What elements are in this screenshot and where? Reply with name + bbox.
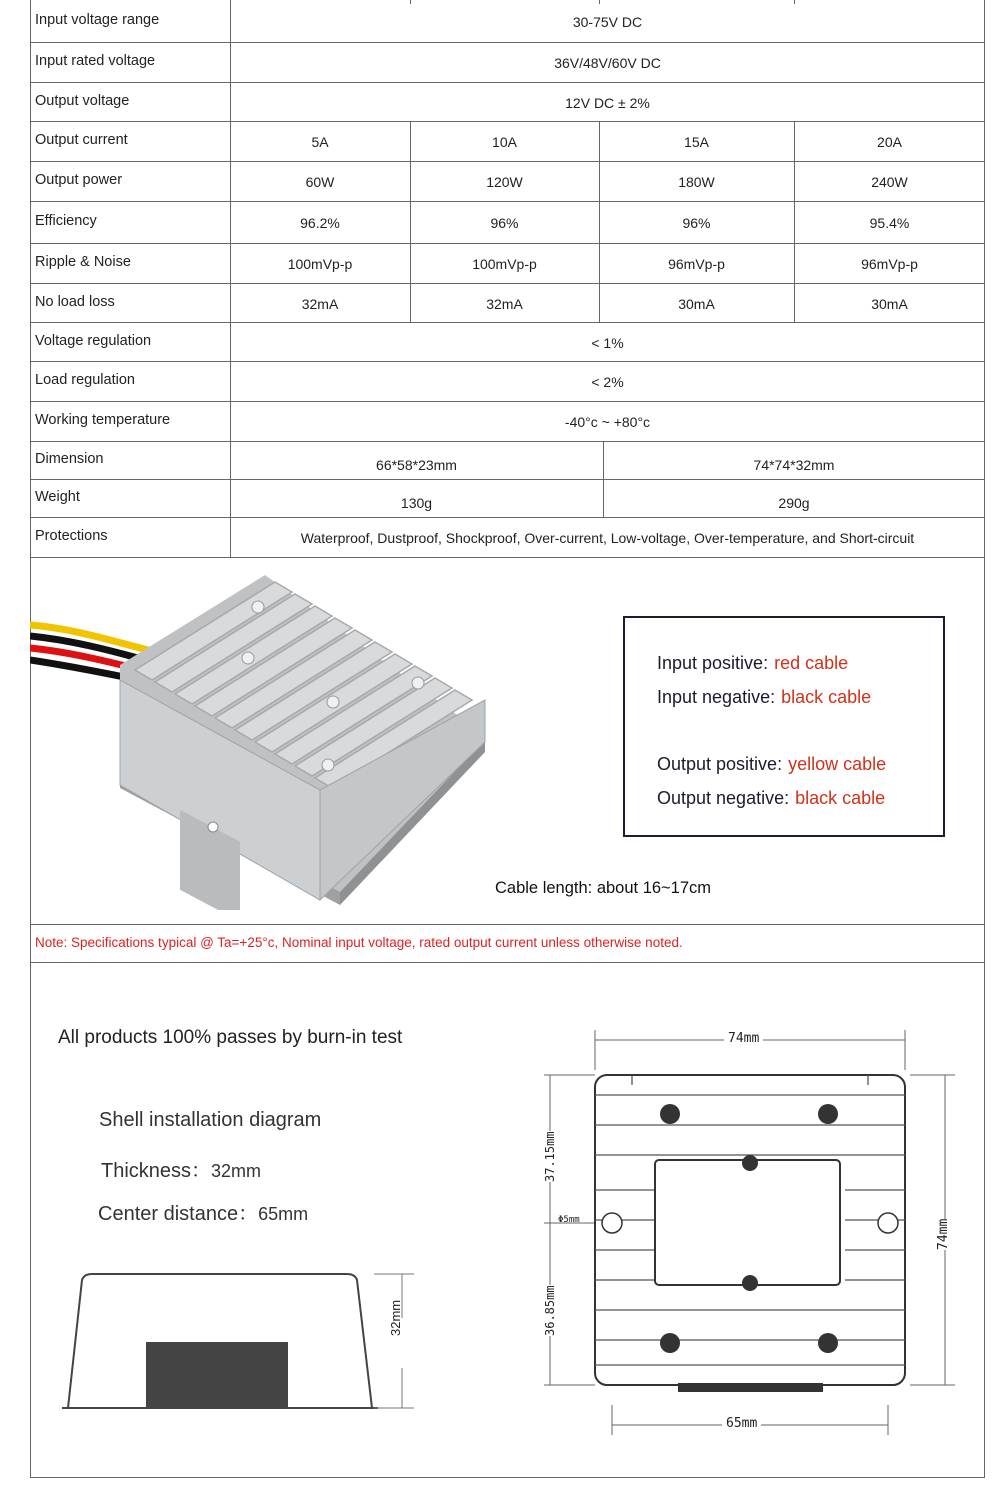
column-divider	[794, 283, 795, 322]
column-divider	[794, 121, 795, 161]
spec-value: 130g	[400, 495, 433, 511]
column-divider	[794, 161, 795, 201]
spec-value: 96%	[682, 215, 711, 231]
burn-in-text: All products 100% passes by burn-in test	[58, 1027, 403, 1048]
spec-value: 32mA	[486, 295, 523, 312]
spec-row	[30, 82, 985, 122]
spec-value: 5A	[311, 134, 329, 150]
input-negative-value: black cable	[781, 687, 872, 707]
thickness-line	[101, 1154, 261, 1183]
column-divider	[410, 243, 411, 283]
output-negative-value: black cable	[795, 788, 886, 808]
spec-label: Input voltage range	[35, 12, 160, 28]
spec-row	[30, 121, 985, 162]
cable-length: Cable length: about 16~17cm	[495, 879, 712, 897]
spec-value: 60W	[305, 174, 335, 190]
spec-value: 12V DC ± 2%	[565, 94, 650, 111]
output-positive-value: yellow cable	[788, 754, 887, 774]
lower-distance-label: 36.85mm	[543, 1285, 557, 1336]
right-height-label: 74mm	[936, 1218, 951, 1250]
output-negative-label: Output negative:	[657, 788, 790, 808]
spec-value: 32mA	[301, 295, 339, 312]
input-negative-label: Input negative:	[657, 687, 776, 707]
spec-row	[30, 441, 985, 480]
note-text: Note: Specifications typical @ Ta=+25°c, Nominal input voltage, rated output current unless otherwise noted.	[35, 935, 683, 950]
column-divider	[410, 201, 411, 243]
column-divider	[410, 0, 411, 4]
spec-row	[30, 517, 985, 558]
input-positive-label: Input positive:	[657, 653, 769, 673]
spec-row	[30, 479, 985, 518]
spec-value: 36V/48V/60V DC	[554, 55, 661, 71]
spec-label: Working temperature	[35, 412, 171, 428]
spec-value: 95.4%	[869, 215, 910, 231]
spec-label: Input rated voltage	[35, 53, 156, 69]
spec-value: Waterproof, Dustproof, Shockproof, Over-current, Low-voltage, Over-temperature, and Short-circuit	[300, 530, 915, 546]
spec-value: < 2%	[591, 374, 624, 390]
spec-row	[30, 243, 985, 284]
column-divider	[794, 201, 795, 243]
spec-value: 30mA	[871, 295, 908, 312]
spec-row	[30, 0, 985, 43]
bottom-center-label: 65mm	[722, 1416, 761, 1431]
spec-value: < 1%	[591, 334, 624, 351]
column-divider	[794, 243, 795, 283]
column-divider	[410, 161, 411, 201]
column-divider	[410, 121, 411, 161]
spec-row	[30, 161, 985, 202]
column-divider	[599, 161, 600, 201]
spec-value: 96%	[490, 215, 519, 231]
spec-label: Efficiency	[35, 213, 97, 229]
input-positive-value: red cable	[774, 653, 849, 673]
side-view-diagram	[62, 1268, 422, 1418]
spec-row	[30, 322, 985, 362]
column-divider	[603, 441, 604, 479]
spec-label: Output current	[35, 132, 128, 148]
spec-value: 96mVp-p	[668, 256, 725, 272]
top-width-label: 74mm	[724, 1031, 763, 1046]
thickness-label: Thickness：	[101, 1160, 212, 1182]
spec-value: 180W	[678, 174, 715, 190]
spec-value: 30-75V DC	[572, 14, 643, 30]
spec-label: Output voltage	[35, 92, 130, 109]
spec-row	[30, 201, 985, 244]
spec-row	[30, 42, 985, 83]
center-distance-line	[98, 1197, 308, 1226]
top-view-diagram	[540, 1025, 960, 1445]
column-divider	[599, 243, 600, 283]
column-divider	[599, 121, 600, 161]
spec-value: 74*74*32mm	[753, 457, 835, 473]
hole-diameter-label: Φ5mm	[558, 1215, 580, 1225]
input-negative-line	[657, 687, 871, 708]
column-divider	[410, 283, 411, 322]
column-divider	[599, 0, 600, 4]
upper-distance-label: 37.15mm	[543, 1131, 557, 1182]
spec-row	[30, 361, 985, 402]
spec-value: 20A	[877, 134, 902, 150]
thickness-value: 32mm	[211, 1161, 262, 1181]
install-title: Shell installation diagram	[99, 1109, 322, 1131]
spec-value: 100mVp-p	[472, 256, 537, 272]
output-negative-line	[657, 788, 885, 809]
center-distance-value: 65mm	[258, 1204, 309, 1224]
spec-row	[30, 283, 985, 323]
spec-value: 120W	[486, 174, 523, 190]
spec-label: Weight	[35, 489, 80, 505]
spec-label: Dimension	[35, 451, 104, 467]
spec-label: Voltage regulation	[35, 332, 152, 349]
wiring-legend	[623, 616, 945, 837]
spec-row	[30, 401, 985, 442]
spec-value: 15A	[684, 134, 709, 150]
spec-label: Output power	[35, 172, 123, 188]
spec-label: Load regulation	[35, 372, 135, 388]
spec-value: 240W	[871, 174, 908, 190]
output-positive-line	[657, 754, 886, 775]
spec-value: 66*58*23mm	[376, 457, 457, 473]
spec-value: -40°c ~ +80°c	[564, 414, 651, 430]
spec-value: 96mVp-p	[861, 256, 918, 272]
spec-value: 10A	[492, 134, 517, 150]
column-divider	[603, 479, 604, 517]
spec-value: 30mA	[678, 295, 715, 312]
spec-label: Ripple & Noise	[35, 254, 131, 270]
column-divider	[599, 201, 600, 243]
output-positive-label: Output positive:	[657, 754, 783, 774]
spec-value: 96.2%	[300, 215, 340, 231]
spec-label: Protections	[35, 528, 108, 544]
spec-value: 100mVp-p	[287, 256, 353, 272]
spec-value: 290g	[778, 495, 810, 511]
note-row	[30, 925, 985, 963]
spec-label: No load loss	[35, 293, 115, 310]
column-divider	[599, 283, 600, 322]
input-positive-line	[657, 653, 848, 674]
converter-photo	[30, 570, 500, 910]
center-distance-label: Center distance：	[98, 1203, 259, 1225]
column-divider	[794, 0, 795, 4]
side-height-label: 32mm	[388, 1299, 403, 1336]
